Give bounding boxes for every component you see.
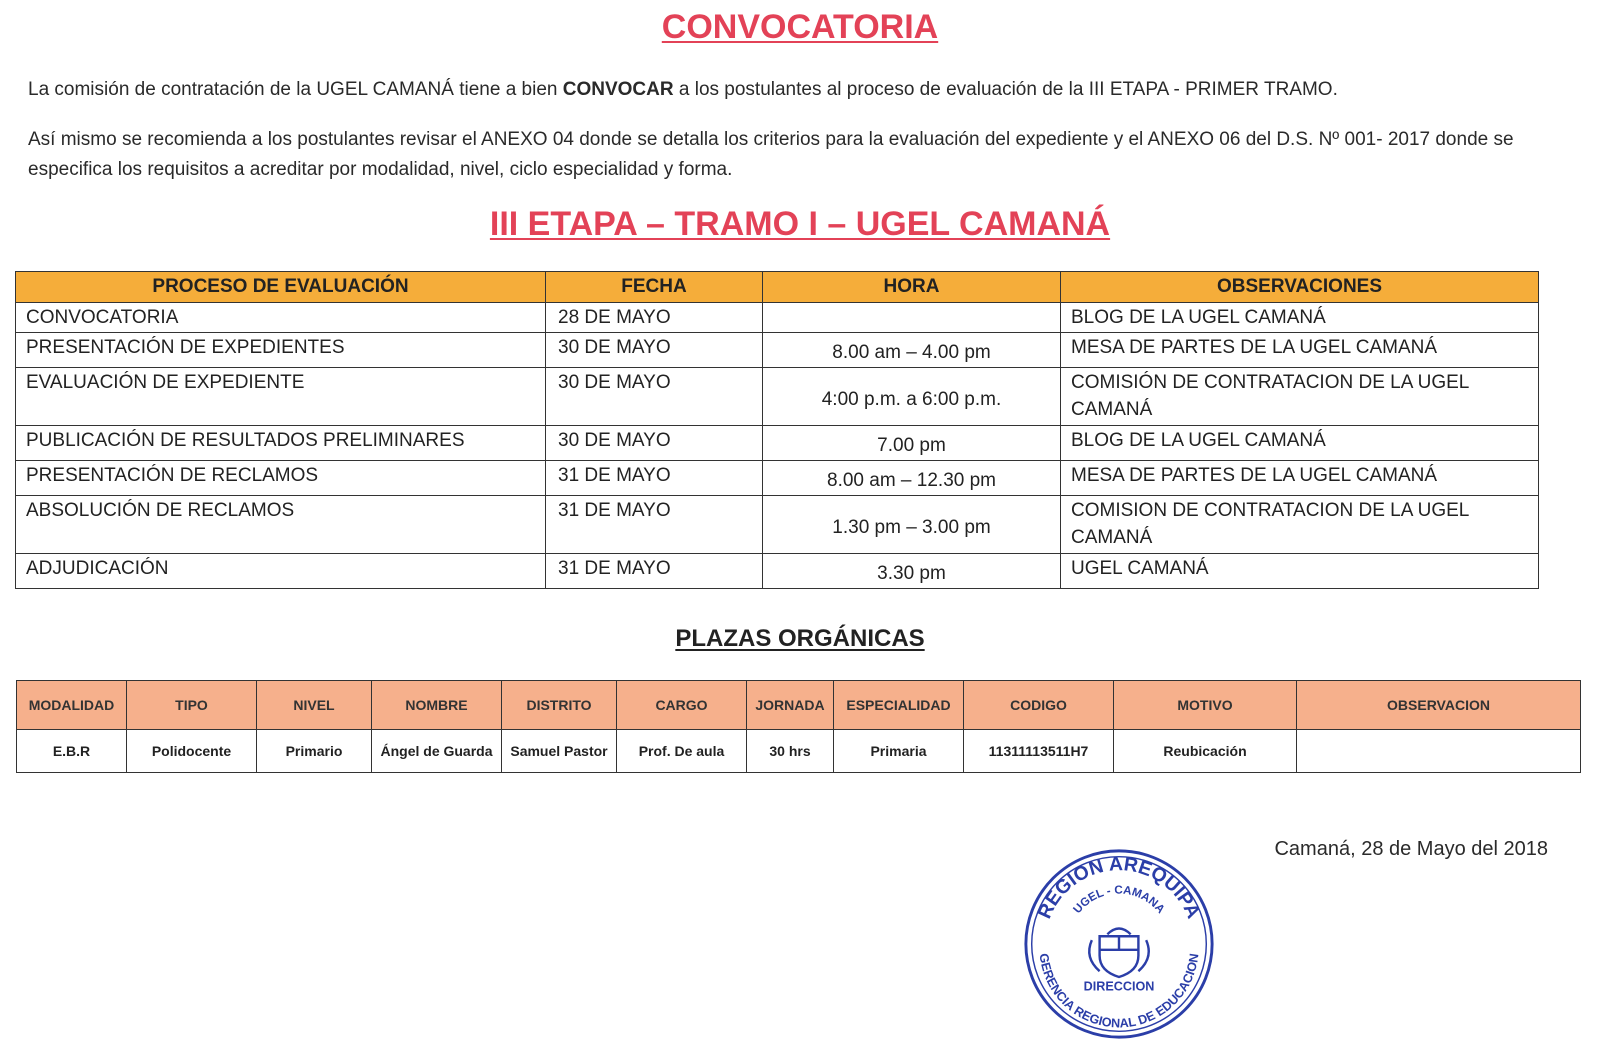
plazas-header-row [17,681,1581,730]
schedule-cell-obs: COMISIÓN DE CONTRATACION DE LA UGEL CAMANÁ [1061,368,1539,426]
seal-inner-text: UGEL - CAMANA [1070,883,1168,916]
intro-text-before: La comisión de contratación de la UGEL CAMANÁ tiene a bien [28,79,563,100]
schedule-header-proceso: PROCESO DE EVALUACIÓN [16,272,546,303]
schedule-cell-hora: 7.00 pm [763,426,1061,461]
coat-of-arms-icon [1089,928,1148,977]
schedule-cell-hora [763,303,1061,333]
schedule-cell-hora: 8.00 am – 4.00 pm [763,333,1061,368]
schedule-cell-fecha: 30 DE MAYO [546,426,763,461]
plazas-header-distrito: DISTRITO [502,681,617,730]
schedule-cell-obs: BLOG DE LA UGEL CAMANÁ [1061,303,1539,333]
intro-paragraph [28,75,1528,105]
schedule-cell-proceso: EVALUACIÓN DE EXPEDIENTE [16,368,546,426]
plazas-cell-modalidad: E.B.R [17,730,127,773]
schedule-cell-fecha: 31 DE MAYO [546,496,763,554]
plazas-cell-distrito: Samuel Pastor [502,730,617,773]
table-row [16,368,1539,426]
schedule-header-fecha: FECHA [546,272,763,303]
schedule-cell-fecha: 30 DE MAYO [546,333,763,368]
plazas-header-motivo: MOTIVO [1114,681,1297,730]
schedule-header-row [16,272,1539,303]
plazas-header-modalidad: MODALIDAD [17,681,127,730]
plazas-cell-cargo: Prof. De aula [617,730,747,773]
plazas-cell-motivo: Reubicación [1114,730,1297,773]
section-title: III ETAPA – TRAMO I – UGEL CAMANÁ [489,205,1111,243]
schedule-cell-fecha: 30 DE MAYO [546,368,763,426]
plazas-header-nivel: NIVEL [257,681,372,730]
schedule-cell-proceso: ADJUDICACIÓN [16,554,546,589]
plazas-cell-jornada: 30 hrs [747,730,834,773]
schedule-cell-hora: 8.00 am – 12.30 pm [763,461,1061,496]
table-row [16,554,1539,589]
schedule-cell-hora: 4:00 p.m. a 6:00 p.m. [763,368,1061,426]
schedule-header-hora: HORA [763,272,1061,303]
table-row [17,730,1581,773]
schedule-cell-hora: 3.30 pm [763,554,1061,589]
schedule-cell-obs: UGEL CAMANÁ [1061,554,1539,589]
table-row [16,461,1539,496]
plazas-header-codigo: CODIGO [964,681,1114,730]
plazas-title: PLAZAS ORGÁNICAS [675,625,925,652]
table-row [16,333,1539,368]
schedule-cell-proceso: PRESENTACIÓN DE RECLAMOS [16,461,546,496]
plazas-header-tipo: TIPO [127,681,257,730]
schedule-cell-proceso: PUBLICACIÓN DE RESULTADOS PRELIMINARES [16,426,546,461]
schedule-cell-proceso: CONVOCATORIA [16,303,546,333]
plazas-table [16,680,1581,773]
plazas-cell-tipo: Polidocente [127,730,257,773]
table-row [16,426,1539,461]
plazas-header-especialidad: ESPECIALIDAD [834,681,964,730]
recommendation-paragraph: Así mismo se recomienda a los postulantes revisar el ANEXO 04 donde se detalla los criterios para la evaluación del expediente y el ANEXO 06 del D.S. Nº 001- 2017 donde se especifica los requisitos a acreditar por modalidad, nivel, ciclo especialidad y forma. [28,129,1514,180]
plazas-header-nombre: NOMBRE [372,681,502,730]
seal-outer-text: REGION AREQUIPA [1033,853,1205,922]
schedule-cell-fecha: 31 DE MAYO [546,554,763,589]
plazas-cell-nivel: Primario [257,730,372,773]
table-row [16,303,1539,333]
schedule-cell-proceso: PRESENTACIÓN DE EXPEDIENTES [16,333,546,368]
schedule-cell-obs: BLOG DE LA UGEL CAMANÁ [1061,426,1539,461]
schedule-cell-proceso: ABSOLUCIÓN DE RECLAMOS [16,496,546,554]
schedule-header-observaciones: OBSERVACIONES [1061,272,1539,303]
schedule-cell-obs: COMISION DE CONTRATACION DE LA UGEL CAMANÁ [1061,496,1539,554]
seal-bottom-text: GERENCIA REGIONAL DE EDUCACION [1036,952,1202,1031]
date-line: Camaná, 28 de Mayo del 2018 [1274,838,1548,860]
intro-text-bold: CONVOCAR [562,79,674,100]
plazas-cell-nombre: Ángel de Guarda [372,730,502,773]
plazas-cell-especialidad: Primaria [834,730,964,773]
page-title: CONVOCATORIA [661,8,939,46]
plazas-header-cargo: CARGO [617,681,747,730]
schedule-cell-fecha: 31 DE MAYO [546,461,763,496]
schedule-cell-fecha: 28 DE MAYO [546,303,763,333]
schedule-cell-obs: MESA DE PARTES DE LA UGEL CAMANÁ [1061,333,1539,368]
seal-center-text: DIRECCION [1083,979,1155,994]
plazas-cell-codigo: 11311113511H7 [964,730,1114,773]
schedule-table [15,271,1539,589]
schedule-cell-obs: MESA DE PARTES DE LA UGEL CAMANÁ [1061,461,1539,496]
plazas-header-jornada: JORNADA [747,681,834,730]
intro-text-after: a los postulantes al proceso de evaluación de la III ETAPA - PRIMER TRAMO. [673,79,1338,100]
plazas-header-observacion: OBSERVACION [1297,681,1581,730]
schedule-cell-hora: 1.30 pm – 3.00 pm [763,496,1061,554]
plazas-cell-observacion [1297,730,1581,773]
official-seal-icon [1022,847,1216,1041]
table-row [16,496,1539,554]
